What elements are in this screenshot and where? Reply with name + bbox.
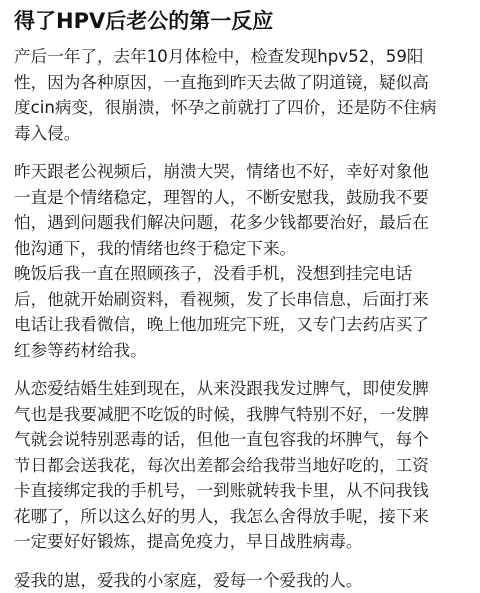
- paragraph-1: [14, 44, 466, 146]
- text-line: 后，他就开始刷资料，看视频，发了长串信息，后面打来: [14, 287, 466, 313]
- text-line: 怕，遇到问题我们解决问题，花多少钱都要治好，最后在: [14, 210, 466, 236]
- text-line: 气也是我要减肥不吃饭的时候，我脾气特别不好，一发脾: [14, 402, 466, 428]
- paragraph-4: [14, 568, 466, 593]
- text-line: 昨天跟老公视频后，崩溃大哭，情绪也不好，幸好对象他: [14, 159, 466, 185]
- text-line: 毒入侵。: [14, 121, 466, 147]
- text-line: 从恋爱结婚生娃到现在，从来没跟我发过脾气，即使发脾: [14, 376, 466, 402]
- text-line: 爱我的崽，爱我的小家庭，爱每一个爱我的人。: [14, 568, 466, 593]
- paragraph-gap: [14, 555, 466, 568]
- text-line: 度cin病变，很崩溃，怀孕之前就打了四价，还是防不住病: [14, 95, 466, 121]
- text-line: 节日都会送我花，每次出差都会给我带当地好吃的，工资: [14, 453, 466, 479]
- text-line: 他沟通下，我的情绪也终于稳定下来。: [14, 236, 466, 262]
- post-title: 得了HPV后老公的第一反应: [14, 6, 466, 36]
- text-line: 产后一年了，去年10月体检中，检查发现hpv52，59阳: [14, 44, 466, 70]
- text-line: 一直是个情绪稳定，理智的人，不断安慰我，鼓励我不要: [14, 185, 466, 211]
- paragraph-2: [14, 159, 466, 363]
- text-line: 性，因为各种原因，一直拖到昨天去做了阴道镜，疑似高: [14, 70, 466, 96]
- text-line: 卡直接绑定我的手机号，一到账就转我卡里，从不问我钱: [14, 478, 466, 504]
- paragraph-3: [14, 376, 466, 555]
- text-line: 气就会说特别恶毒的话，但他一直包容我的坏脾气，每个: [14, 427, 466, 453]
- text-line: 电话让我看微信，晚上他加班完下班，又专门去药店买了: [14, 312, 466, 338]
- paragraph-gap: [14, 146, 466, 159]
- text-line: 花哪了，所以这么好的男人，我怎么舍得放手呢，接下来: [14, 504, 466, 530]
- text-line: 红参等药材给我。: [14, 338, 466, 364]
- paragraph-gap: [14, 363, 466, 376]
- text-line: 晚饭后我一直在照顾孩子，没看手机，没想到挂完电话: [14, 261, 466, 287]
- text-line: 一定要好好锻炼，提高免疫力，早日战胜病毒。: [14, 529, 466, 555]
